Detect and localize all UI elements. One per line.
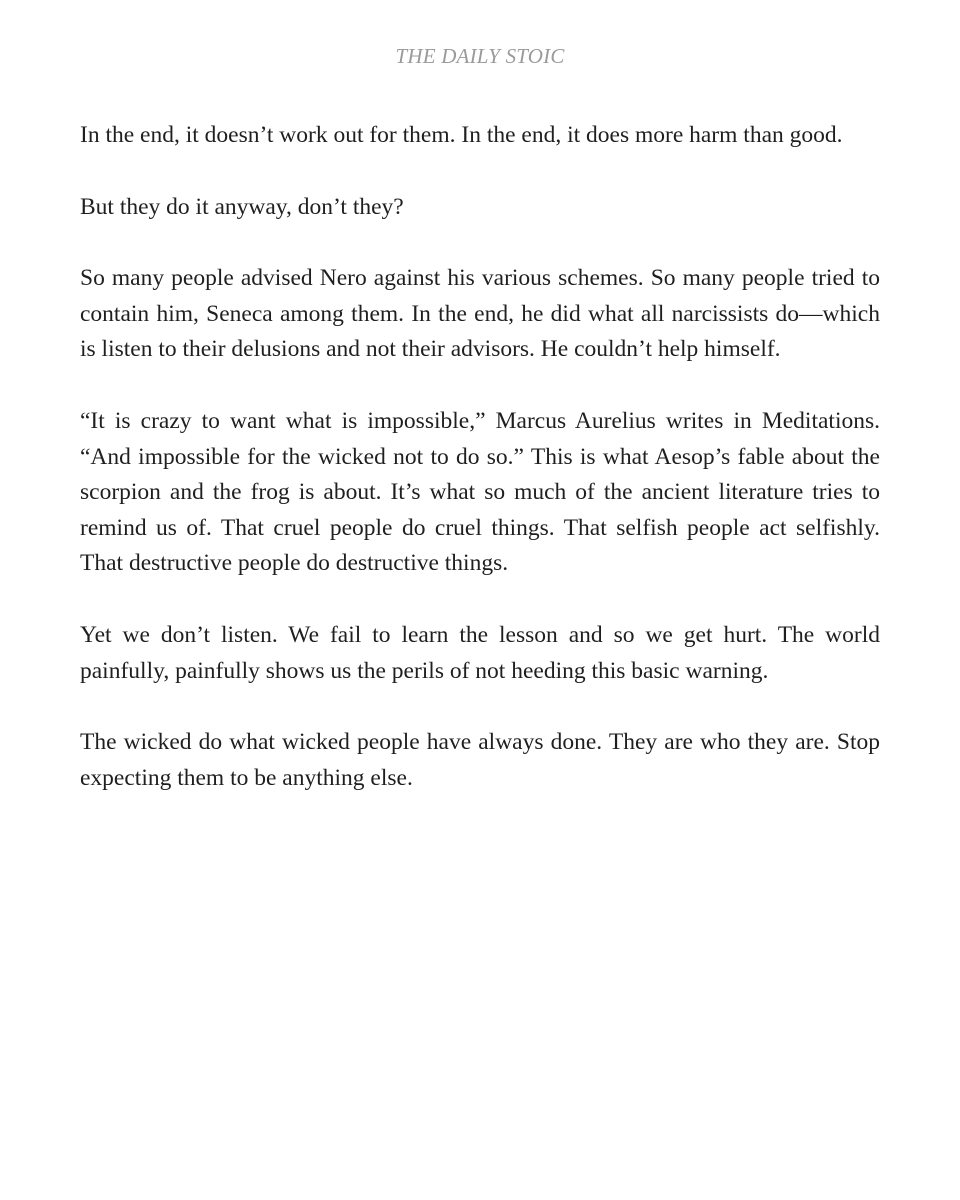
running-header: THE DAILY STOIC bbox=[395, 44, 565, 68]
paragraph: So many people advised Nero against his various schemes. So many people tried to contain him, Seneca among them. In the end, he did what all narcissists do—which is listen to their delusions and not their advisors. He couldn’t help himself. bbox=[80, 265, 880, 363]
paragraph: The wicked do what wicked people have always done. They are who they are. Stop expecting them to be anything else. bbox=[80, 729, 880, 791]
paragraph: But they do it anyway, don’t they? bbox=[80, 193, 404, 220]
paragraph: Yet we don’t listen. We fail to learn the lesson and so we get hurt. The world painfully, painfully shows us the perils of not heeding this basic warning. bbox=[80, 621, 880, 684]
paragraph: “It is crazy to want what is impossible,” Marcus Aurelius writes in Meditations. “And impossible for the wicked not to do so.” This is what Aesop’s fable about the scorpion and the frog is about. It’s what so much of the ancient literature tries to remind us of. That cruel people do cruel things. That selfish people act selfishly. That destructive people do destructive things. bbox=[80, 407, 880, 577]
page-body bbox=[80, 118, 880, 832]
paragraph: In the end, it doesn’t work out for them. In the end, it does more harm than good. bbox=[80, 122, 843, 148]
